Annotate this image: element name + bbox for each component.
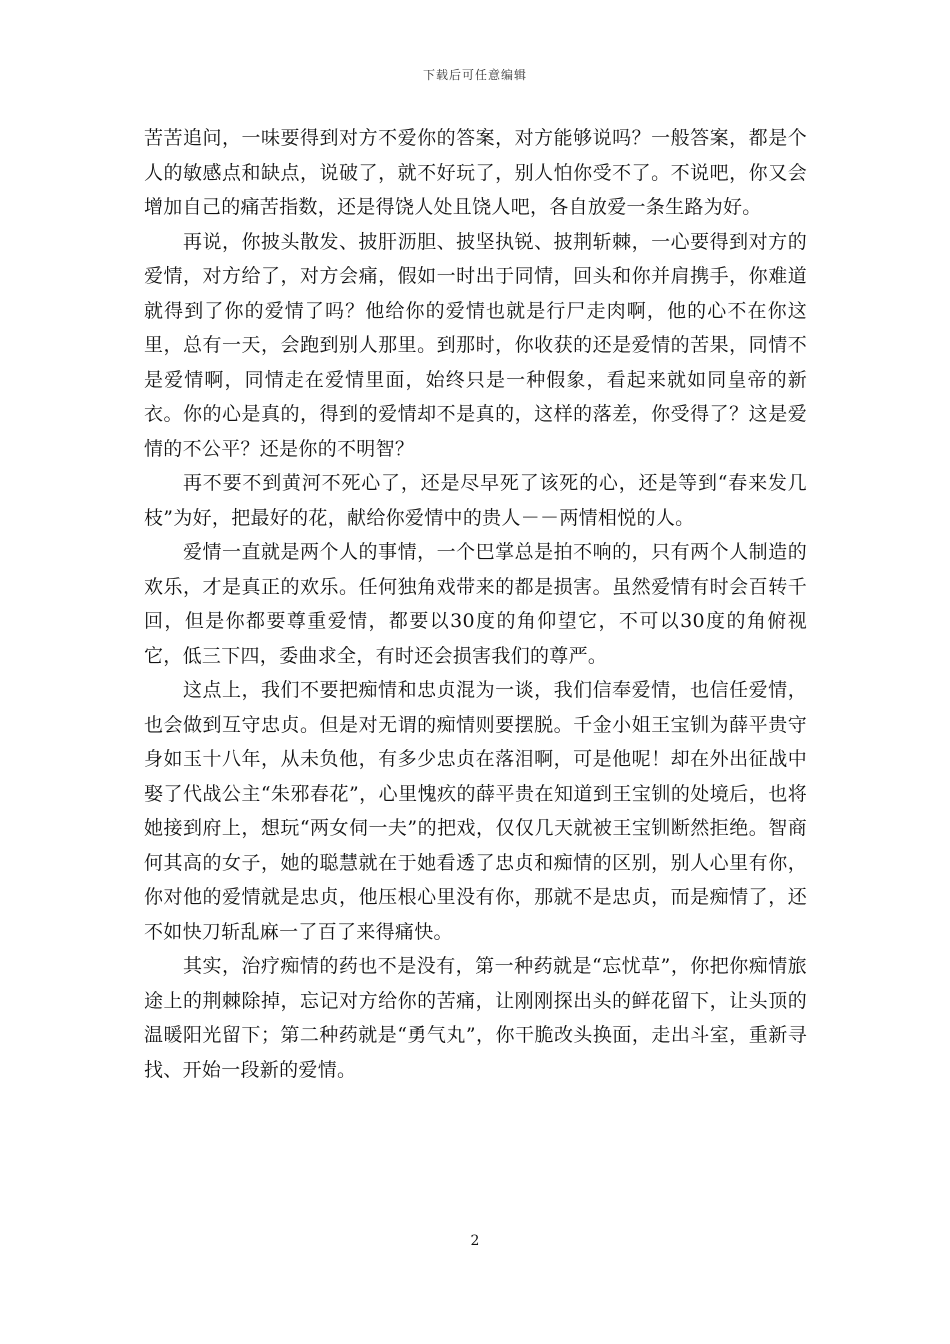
paragraph: 其实，治疗痴情的药也不是没有，第一种药就是“忘忧草”，你把你痴情旅途上的荆棘除掉，忘记对方给你的苦痛，让刚刚探出头的鲜花留下，让头顶的温暖阳光留下；第二种药就是“勇气丸”，你干脆改头换面，走出斗室，重新寻找、开始一段新的爱情。 xyxy=(144,955,807,1081)
paragraph: 再不要不到黄河不死心了，还是尽早死了该死的心，还是等到“春来发几枝”为好，把最好的花，献给你爱情中的贵人－－两情相悦的人。 xyxy=(144,472,807,529)
paragraph: 爱情一直就是两个人的事情，一个巴掌总是拍不响的，只有两个人制造的欢乐，才是真正的欢乐。任何独角戏带来的都是损害。虽然爱情有时会百转千回，但是你都要尊重爱情，都要以30度的角仰望它，不可以30度的角俯视它，低三下四，委曲求全，有时还会损害我们的尊严。 xyxy=(144,541,807,667)
page-number: 2 xyxy=(470,1233,480,1249)
page-header: 下载后可任意编辑 xyxy=(422,68,527,82)
document-body xyxy=(144,121,807,1087)
paragraph: 这点上，我们不要把痴情和忠贞混为一谈，我们信奉爱情，也信任爱情，也会做到互守忠贞。但是对无谓的痴情则要摆脱。千金小姐王宝钏为薛平贵守身如玉十八年，从未负他，有多少忠贞在落泪啊，可是他呢！却在外出征战中娶了代战公主“朱邪春花”，心里愧疚的薛平贵在知道到王宝钏的处境后，也将她接到府上，想玩“两女伺一夫”的把戏，仅仅几天就被王宝钏断然拒绝。智商何其高的女子，她的聪慧就在于她看透了忠贞和痴情的区别，别人心里有你，你对他的爱情就是忠贞，他压根心里没有你，那就不是忠贞，而是痴情了，还不如快刀斩乱麻一了百了来得痛快。 xyxy=(144,679,807,943)
paragraph-continuation: 苦苦追问，一味要得到对方不爱你的答案，对方能够说吗？一般答案，都是个人的敏感点和缺点，说破了，就不好玩了，别人怕你受不了。不说吧，你又会增加自己的痛苦指数，还是得饶人处且饶人吧，各自放爱一条生路为好。 xyxy=(144,127,807,218)
paragraph: 再说，你披头散发、披肝沥胆、披坚执锐、披荆斩棘，一心要得到对方的爱情，对方给了，对方会痛，假如一时出于同情，回头和你并肩携手，你难道就得到了你的爱情了吗？他给你的爱情也就是行尸走肉啊，他的心不在你这里，总有一天，会跑到别人那里。到那时，你收获的还是爱情的苦果，同情不是爱情啊，同情走在爱情里面，始终只是一种假象，看起来就如同皇帝的新衣。你的心是真的，得到的爱情却不是真的，这样的落差，你受得了？这是爱情的不公平？还是你的不明智？ xyxy=(144,230,807,460)
